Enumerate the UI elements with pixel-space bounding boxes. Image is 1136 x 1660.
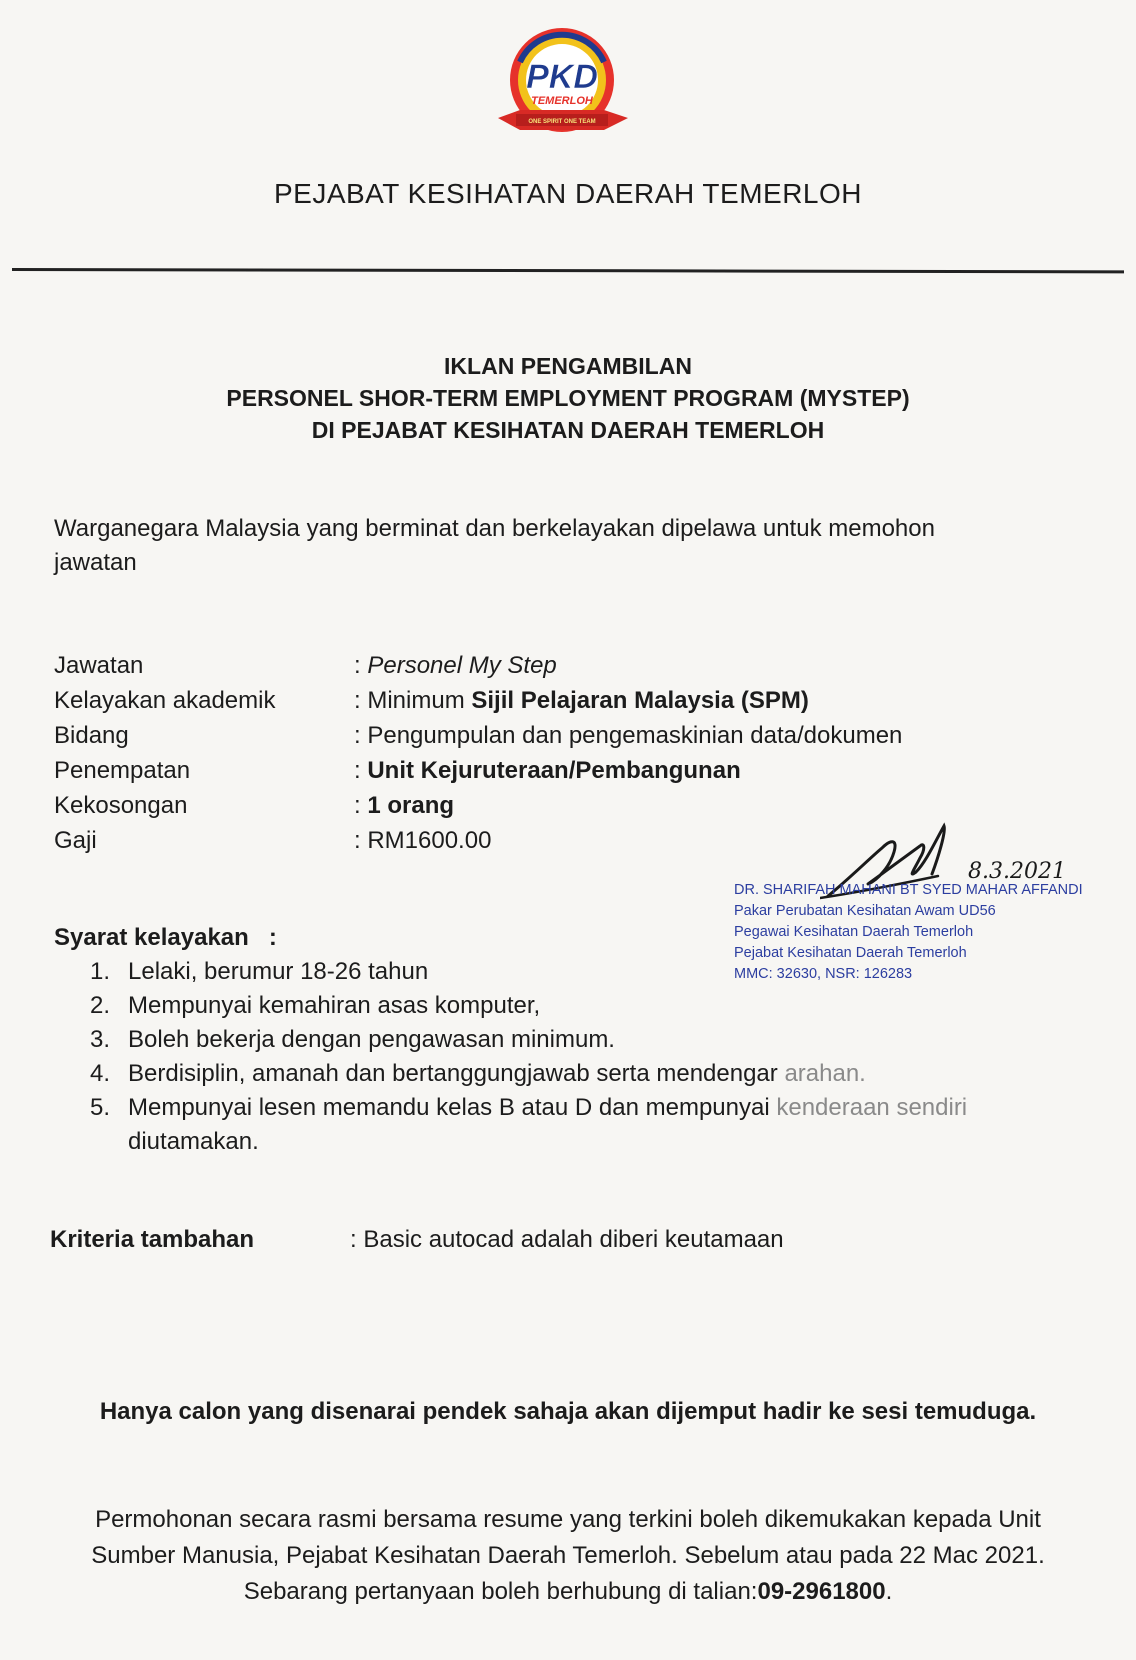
detail-value-jawatan: Personel My Step: [367, 651, 557, 679]
shortlist-notice: Hanya calon yang disenarai pendek sahaja akan dijemput hadir ke sesi temuduga.: [99, 1398, 1037, 1425]
list-item: 2. Mempunyai kemahiran asas komputer,: [90, 992, 541, 1019]
ad-heading: [0, 350, 1136, 446]
logo-ribbon-text: ONE SPIRIT ONE TEAM: [528, 119, 596, 125]
contact-phone: 09-2961800: [757, 1578, 886, 1605]
detail-label: Penempatan: [54, 756, 191, 784]
detail-label: Jawatan: [54, 651, 144, 679]
syarat-title: Syarat kelayakan :: [54, 924, 277, 951]
detail-label: Gaji: [54, 826, 97, 854]
logo-sub-text: TEMERLOH: [531, 95, 593, 107]
list-item: 5. Mempunyai lesen memandu kelas B atau D dan mempunyai kenderaan sendiri diutamakan.: [90, 1094, 968, 1155]
detail-value-gaji: RM1600.00: [367, 826, 492, 854]
detail-row-bidang: Bidang : Pengumpulan dan pengemaskinian data/dokumen: [54, 721, 903, 749]
org-title: PEJABAT KESIHATAN DAERAH TEMERLOH: [273, 178, 863, 209]
stamp-name: DR. SHARIFAH MAHANI BT SYED MAHAR AFFANDI: [734, 882, 1083, 898]
detail-label: Bidang: [54, 721, 129, 749]
list-item: 3. Boleh bekerja dengan pengawasan minimum.: [90, 1026, 615, 1053]
detail-row-gaji: Gaji : RM1600.00: [54, 826, 492, 854]
detail-row-jawatan: Jawatan : Personel My Step: [54, 651, 557, 679]
ad-heading-line1: IKLAN PENGAMBILAN: [444, 353, 692, 379]
pkd-temerloh-logo: [480, 22, 645, 147]
detail-value-penempatan: Unit Kejuruteraan/Pembangunan: [367, 756, 741, 784]
stamp-reg: MMC: 32630, NSR: 126283: [734, 966, 913, 982]
detail-label: Kekosongan: [54, 791, 188, 819]
application-instructions: [50, 1502, 1086, 1610]
footer-line2: Sumber Manusia, Pejabat Kesihatan Daerah Temerloh. Sebelum atau pada 22 Mac 2021.: [91, 1542, 1045, 1569]
footer-line3: Sebarang pertanyaan boleh berhubung di talian:09-2961800.: [243, 1578, 893, 1605]
list-item: 1. Lelaki, berumur 18-26 tahun: [90, 958, 429, 985]
kriteria-tambahan: [50, 1226, 784, 1254]
detail-value-kekosongan: 1 orang: [367, 791, 455, 819]
stamp-title1: Pakar Perubatan Kesihatan Awam UD56: [734, 903, 996, 919]
ad-heading-line3: DI PEJABAT KESIHATAN DAERAH TEMERLOH: [311, 417, 825, 443]
syarat-list: [90, 955, 1050, 1159]
detail-row-kekosongan: Kekosongan : 1 orang: [54, 791, 455, 819]
signature-date: 8.3.2021: [968, 859, 1066, 884]
stamp-title2: Pegawai Kesihatan Daerah Temerloh: [734, 924, 974, 940]
kriteria-label: Kriteria tambahan: [50, 1226, 255, 1253]
detail-label: Kelayakan akademik: [54, 686, 276, 714]
logo-main-text: PKD: [526, 58, 598, 96]
footer-line1: Permohonan secara rasmi bersama resume yang terkini boleh dikemukakan kepada Unit: [95, 1506, 1041, 1533]
kriteria-value: : Basic autocad adalah diberi keutamaan: [350, 1226, 784, 1253]
list-item: 4. Berdisiplin, amanah dan bertanggungjawab serta mendengar arahan.: [90, 1060, 866, 1087]
job-details: [54, 648, 902, 858]
detail-row-kelayakan: Kelayakan akademik : Minimum Sijil Pelajaran Malaysia (SPM): [54, 686, 809, 714]
ad-heading-line2: PERSONEL SHOR-TERM EMPLOYMENT PROGRAM (MYSTEP): [226, 385, 910, 411]
detail-value-bidang: Pengumpulan dan pengemaskinian data/dokumen: [367, 721, 903, 749]
detail-row-penempatan: Penempatan : Unit Kejuruteraan/Pembangunan: [54, 756, 741, 784]
header-divider: [12, 268, 1124, 273]
intro-paragraph: Warganegara Malaysia yang berminat dan berkelayakan dipelawa untuk memohon jawatan: [54, 515, 935, 576]
detail-value-kelayakan: Sijil Pelajaran Malaysia (SPM): [471, 686, 809, 714]
stamp-title3: Pejabat Kesihatan Daerah Temerloh: [734, 945, 967, 961]
